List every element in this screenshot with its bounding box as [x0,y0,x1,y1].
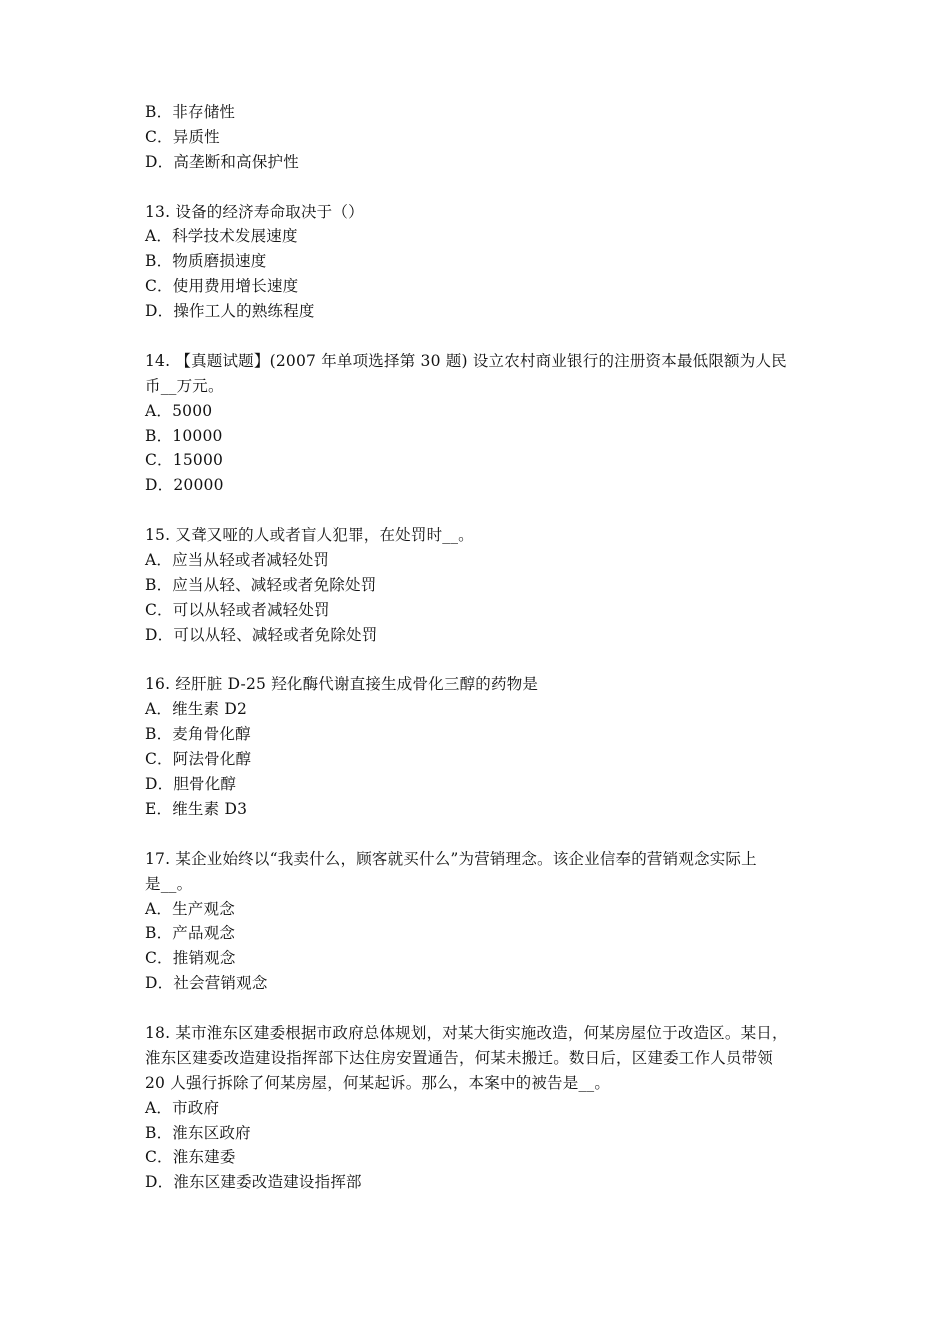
option-b: B．产品观念 [145,924,236,943]
option-b: B．10000 [145,426,223,445]
question-14-block [145,349,817,498]
question-16-block [145,672,817,821]
option-d: D．社会营销观念 [145,974,268,993]
spacer [145,822,817,847]
option-d: D．可以从轻、减轻或者免除处罚 [145,625,378,644]
spacer [145,175,817,200]
option-b: B．淮东区政府 [145,1123,251,1142]
question-stem: 14. 【真题试题】(2007 年单项选择第 30 题) 设立农村商业银行的注册资本最低限额为人民 [145,351,787,370]
question-stem-continued: 淮东区建委改造建设指挥部下达住房安置通告，何某未搬迁。数日后，区建委工作人员带领 [145,1048,774,1067]
question-stem: 17. 某企业始终以“我卖什么，顾客就买什么”为营销理念。该企业信奉的营销观念实际上 [145,849,757,868]
question-stem-continued: 币__万元。 [145,376,224,395]
spacer [145,996,817,1021]
option-b: B．应当从轻、减轻或者免除处罚 [145,575,377,594]
option-c: C．可以从轻或者减轻处罚 [145,600,330,619]
question-12-block [145,100,817,175]
option-d: D．操作工人的熟练程度 [145,302,315,321]
question-stem: 16. 经肝脏 D-25 羟化酶代谢直接生成骨化三醇的药物是 [145,675,539,694]
option-c: C．推销观念 [145,949,236,968]
option-b: B．物质磨损速度 [145,252,267,271]
option-c: C．异质性 [145,127,220,146]
option-b: B．非存储性 [145,103,236,121]
question-list [145,100,817,1195]
question-stem-continued: 20 人强行拆除了何某房屋，何某起诉。那么，本案中的被告是__。 [145,1073,611,1092]
option-c: C．阿法骨化醇 [145,750,252,769]
spacer [145,648,817,673]
option-e: E．维生素 D3 [145,799,248,818]
option-b: B．麦角骨化醇 [145,725,251,744]
option-a: A．5000 [145,401,213,420]
question-stem: 15. 又聋又哑的人或者盲人犯罪，在处罚时__。 [145,526,474,545]
option-d: D．胆骨化醇 [145,775,237,794]
option-a: A．应当从轻或者减轻处罚 [145,551,330,570]
option-a: A．市政府 [145,1098,220,1117]
option-d: D．高垄断和高保护性 [145,152,299,171]
question-stem: 13. 设备的经济寿命取决于（） [145,202,364,221]
option-c: C．15000 [145,451,224,470]
spacer [145,324,817,349]
question-18-block [145,1021,817,1195]
question-15-block [145,523,817,647]
option-c: C．淮东建委 [145,1148,236,1167]
option-d: D．20000 [145,476,224,495]
option-d: D．淮东区建委改造建设指挥部 [145,1173,362,1192]
question-stem-continued: 是__。 [145,874,193,893]
option-a: A．生产观念 [145,899,235,918]
option-a: A．科学技术发展速度 [145,227,298,246]
option-c: C．使用费用增长速度 [145,277,299,296]
question-17-block [145,847,817,996]
spacer [145,498,817,523]
question-stem: 18. 某市淮东区建委根据市政府总体规划，对某大街实施改造，何某房屋位于改造区。某日， [145,1023,788,1042]
question-13-block [145,200,817,324]
option-a: A．维生素 D2 [145,700,248,719]
